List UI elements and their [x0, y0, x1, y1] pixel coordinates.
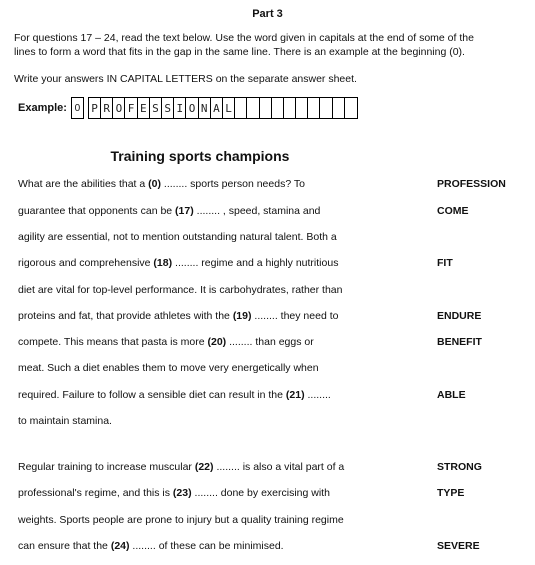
- line-text: can ensure that the: [18, 540, 111, 552]
- gap-number: (24): [110, 540, 130, 552]
- text-title: Training sports champions: [110, 148, 290, 164]
- example-letter-box: S: [162, 98, 174, 118]
- example-letter-box: [320, 98, 332, 118]
- example-letter-box: S: [150, 98, 162, 118]
- text-line: [18, 487, 330, 499]
- line-text: diet are vital for top-level performance. It is carbohydrates, rather than: [18, 284, 343, 296]
- example-letter-box: R: [101, 98, 113, 118]
- keyword: PROFESSION: [437, 178, 506, 190]
- line-text: guarantee that opponents can be: [18, 205, 176, 217]
- instructions-line-2: lines to form a word that fits in the gap in the same line. There is an example at the beginning (0).: [14, 46, 465, 58]
- line-text: ........ , speed, stamina and: [193, 205, 321, 217]
- example-number-box: 0: [71, 97, 84, 119]
- line-text: ........ done by exercising with: [191, 487, 330, 499]
- gap-number: (20): [207, 336, 227, 348]
- gap-number: (23): [172, 487, 192, 499]
- line-text: ........ of these can be minimised.: [129, 540, 284, 552]
- example-row: [18, 96, 358, 120]
- example-label: Example:: [18, 102, 67, 114]
- text-line: [18, 336, 314, 348]
- line-text: compete. This means that pasta is more: [18, 336, 208, 348]
- keyword: BENEFIT: [437, 336, 482, 348]
- line-text: ........ sports person needs? To: [161, 178, 305, 190]
- gap-number: (22): [194, 461, 214, 473]
- keyword: ABLE: [437, 389, 466, 401]
- line-text: professional's regime, and this is: [18, 487, 173, 499]
- text-line: [18, 540, 284, 552]
- example-letter-box: [284, 98, 296, 118]
- line-text: proteins and fat, that provide athletes with the: [18, 310, 233, 322]
- example-letter-box: [333, 98, 345, 118]
- text-line: [18, 205, 320, 217]
- example-letter-box: F: [125, 98, 137, 118]
- example-letter-box: [308, 98, 320, 118]
- gap-number: (17): [175, 205, 194, 217]
- line-text: ........ they need to: [251, 310, 339, 322]
- gap-number: (18): [153, 257, 173, 269]
- example-letter-box: I: [174, 98, 186, 118]
- example-letter-box: [296, 98, 308, 118]
- gap-number: (21): [285, 389, 305, 401]
- example-letter-box: O: [113, 98, 125, 118]
- line-text: ........ regime and a highly nutritious: [172, 257, 339, 269]
- example-letter-box: E: [138, 98, 150, 118]
- line-text: agility are essential, not to mention outstanding natural talent. Both a: [18, 231, 337, 243]
- example-letter-box: [272, 98, 284, 118]
- keyword: STRONG: [437, 461, 482, 473]
- text-line: [18, 257, 338, 269]
- text-line: [18, 461, 344, 473]
- example-letter-box: L: [223, 98, 235, 118]
- example-letter-box: N: [199, 98, 211, 118]
- example-letter-box: [345, 98, 357, 118]
- text-line: [18, 231, 337, 243]
- text-line: [18, 310, 338, 322]
- example-letter-box: [260, 98, 272, 118]
- instructions: [14, 31, 474, 59]
- line-text: rigorous and comprehensive: [18, 257, 154, 269]
- instructions-line-1: For questions 17 – 24, read the text below. Use the word given in capitals at the end of some of the: [14, 32, 474, 44]
- line-text: meat. Such a diet enables them to move very energetically when: [18, 362, 319, 374]
- line-text: ........ is also a vital part of a: [213, 461, 345, 473]
- answer-sheet-instruction: Write your answers IN CAPITAL LETTERS on the separate answer sheet.: [14, 73, 357, 85]
- line-text: ........ than eggs or: [226, 336, 314, 348]
- example-letter-box: A: [211, 98, 223, 118]
- text-line: [18, 362, 319, 374]
- line-text: to maintain stamina.: [18, 415, 112, 427]
- text-line: [18, 178, 305, 190]
- text-line: [18, 389, 331, 401]
- line-text: ........: [304, 389, 331, 401]
- line-text: Regular training to increase muscular: [18, 461, 195, 473]
- text-line: [18, 514, 344, 526]
- keyword: ENDURE: [437, 310, 482, 322]
- text-line: [18, 284, 343, 296]
- example-letter-box: [235, 98, 247, 118]
- gap-number: (0): [148, 178, 161, 190]
- example-letter-box: [247, 98, 259, 118]
- example-letter-boxes: [88, 97, 358, 119]
- example-letter-box: P: [89, 98, 101, 118]
- text-line: [18, 415, 112, 427]
- gap-number: (19): [232, 310, 252, 322]
- keyword: SEVERE: [437, 540, 480, 552]
- example-letter-box: O: [186, 98, 198, 118]
- keyword: TYPE: [437, 487, 465, 499]
- line-text: required. Failure to follow a sensible diet can result in the: [18, 389, 286, 401]
- keyword: COME: [437, 205, 469, 217]
- keyword: FIT: [437, 257, 453, 269]
- line-text: weights. Sports people are prone to injury but a quality training regime: [18, 514, 344, 526]
- part-heading: Part 3: [252, 8, 283, 20]
- line-text: What are the abilities that a: [18, 178, 149, 190]
